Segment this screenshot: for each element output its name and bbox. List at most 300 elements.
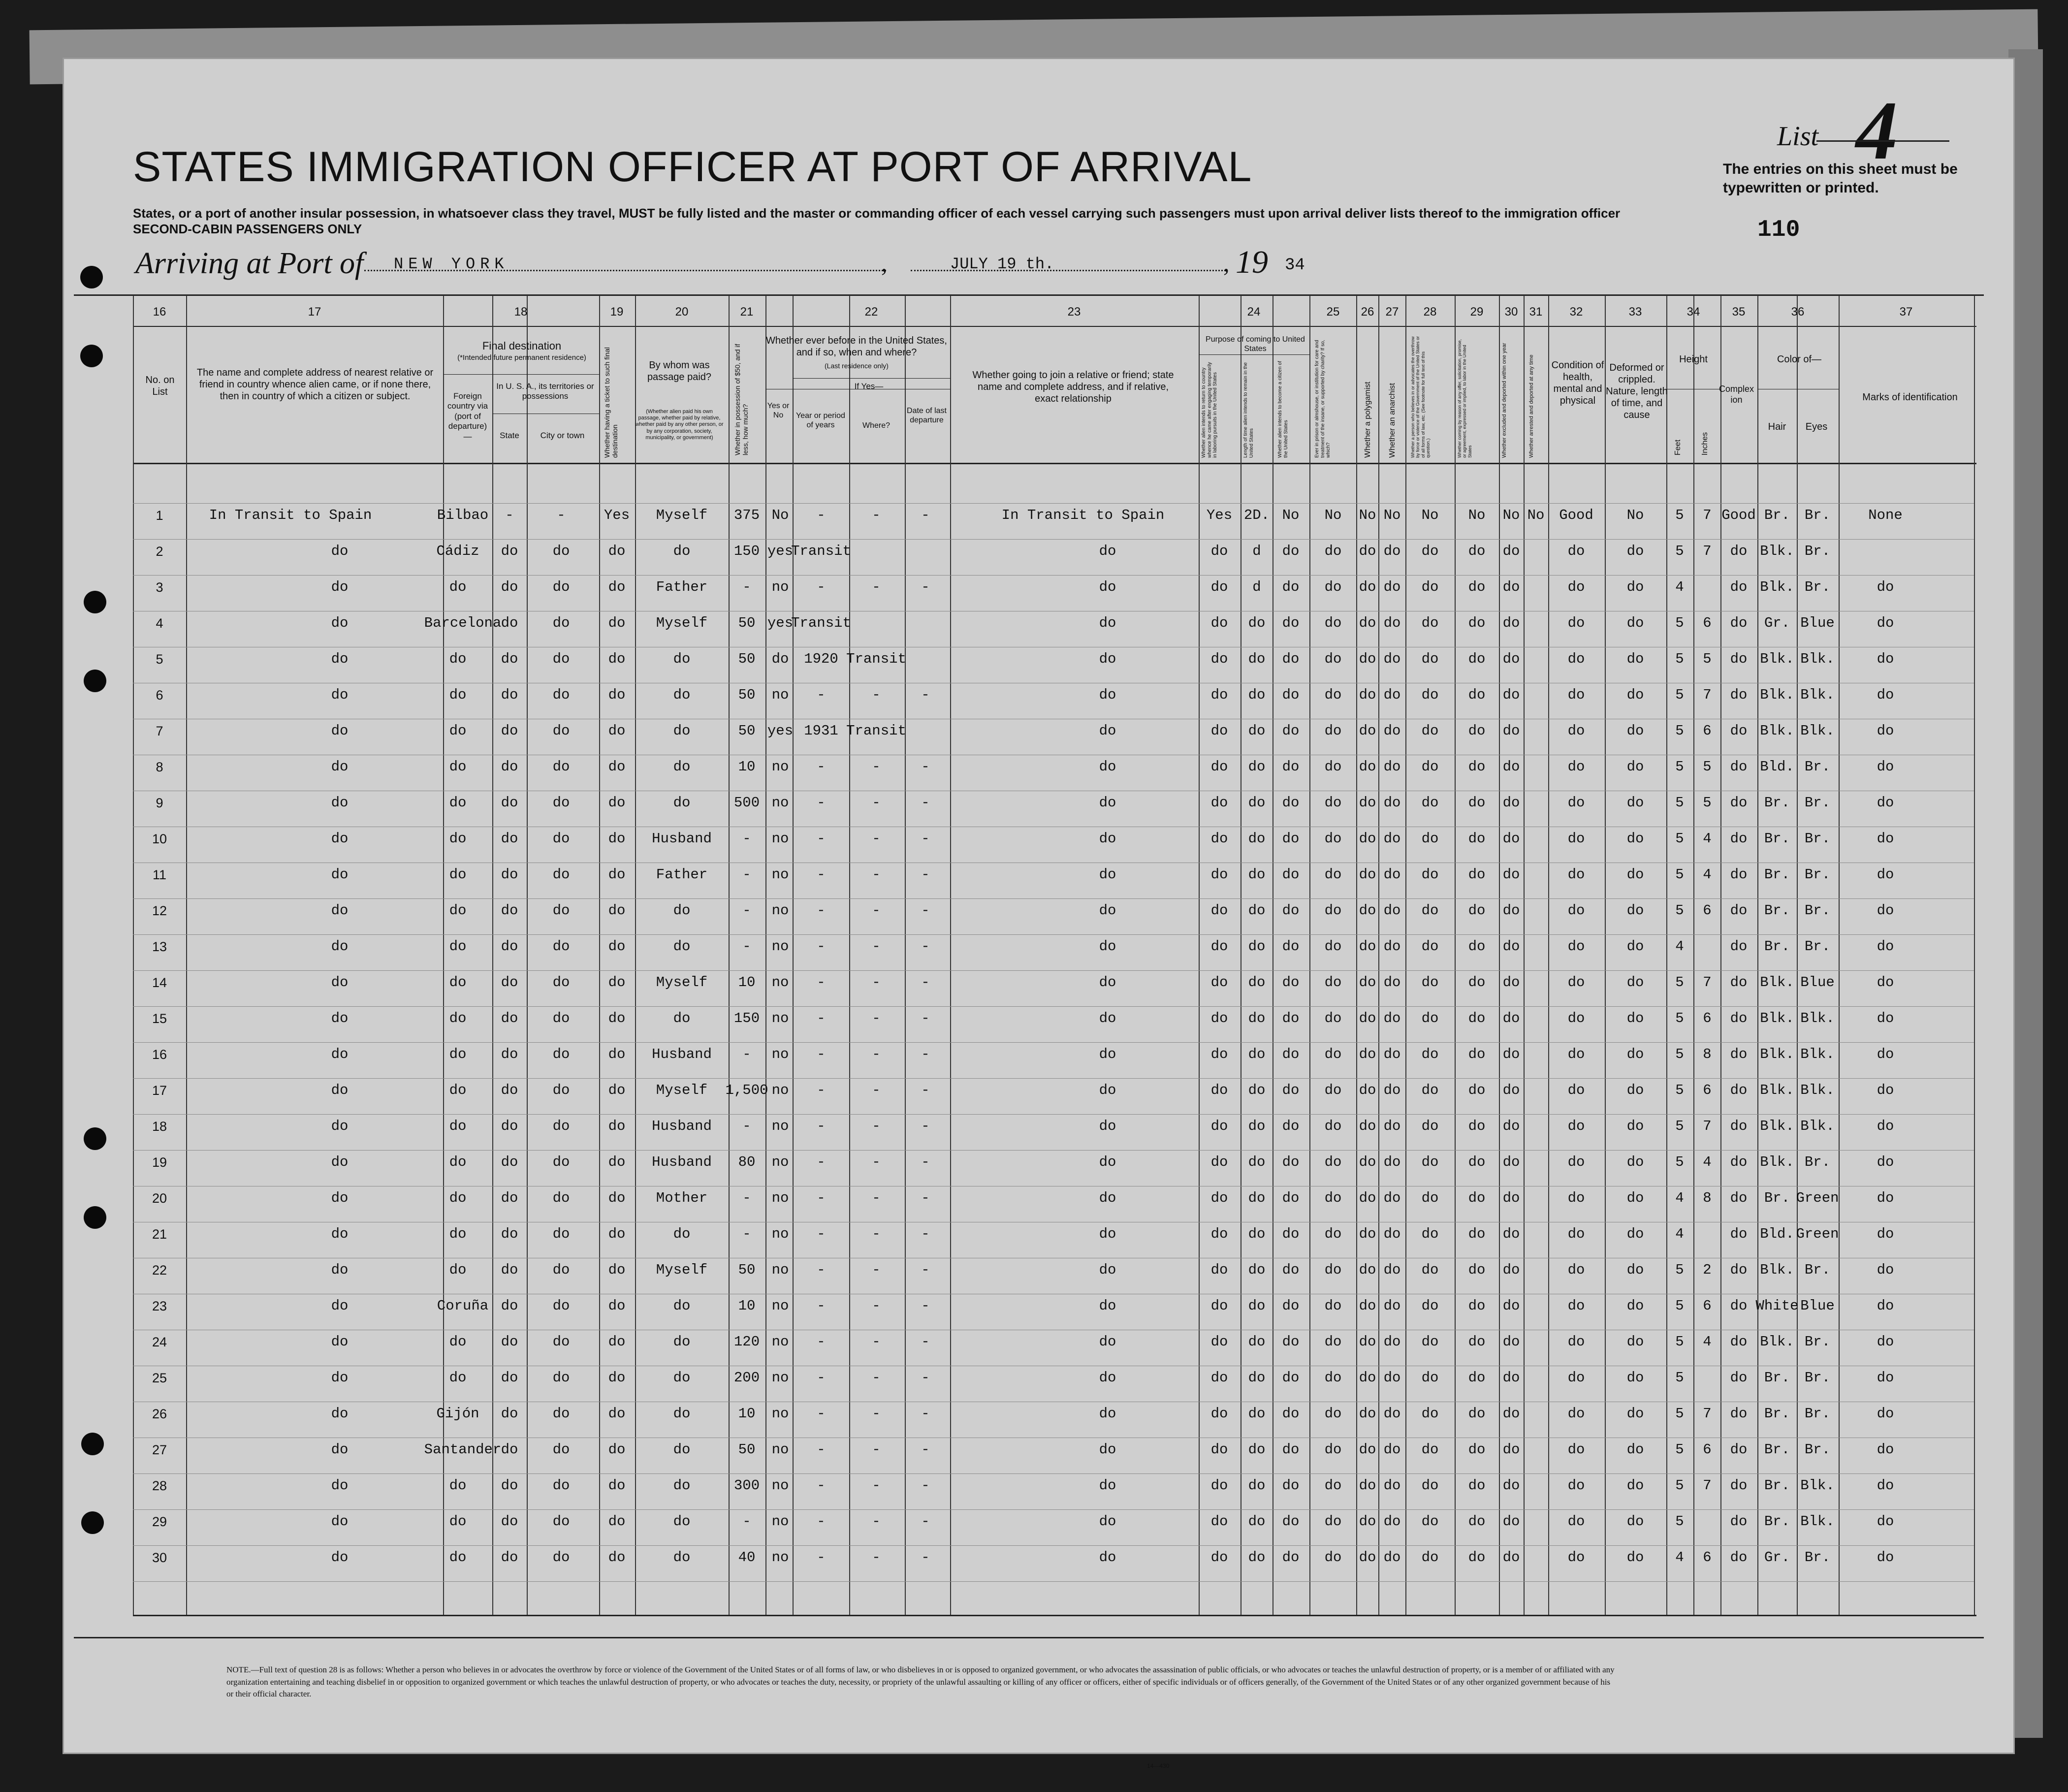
- cell-c26: do: [1359, 1370, 1376, 1386]
- column-number: 25: [1326, 305, 1340, 319]
- cell-c22d: -: [921, 1190, 930, 1206]
- cell-c18b: do: [501, 543, 518, 559]
- cell-c29: do: [1468, 1406, 1486, 1422]
- cell-c24b: 2D.: [1243, 507, 1270, 523]
- cell-c22b: -: [817, 1549, 826, 1566]
- cell-c22c: Transit: [846, 651, 906, 667]
- cell-c28: do: [1421, 1513, 1439, 1530]
- cell-eyes: Blk.: [1800, 651, 1835, 667]
- row-rule: [133, 1473, 1974, 1474]
- arrival-port: NEW YORK: [394, 255, 509, 273]
- cell-c28: do: [1421, 1226, 1439, 1242]
- column-rule: [1693, 295, 1694, 1615]
- cell-c27: do: [1383, 1118, 1401, 1134]
- cell-c22d: -: [921, 938, 930, 955]
- row-number: 9: [156, 796, 163, 810]
- cell-c27: do: [1383, 1226, 1401, 1242]
- cell-c24c: do: [1282, 615, 1300, 631]
- cell-c26: do: [1359, 938, 1376, 955]
- cell-ft: 5: [1675, 1441, 1684, 1458]
- header-bottom-border: [133, 463, 1976, 464]
- cell-c18c: do: [552, 938, 570, 955]
- col-26-header: Whether a polygamist: [1364, 382, 1372, 458]
- col-24b-header: Length of time alien intends to remain in the United States: [1243, 362, 1254, 458]
- cell-c18c: do: [552, 1226, 570, 1242]
- cell-c24c: do: [1282, 1190, 1300, 1206]
- list-underline: [1816, 140, 1949, 142]
- cell-c32: do: [1567, 1513, 1585, 1530]
- cell-c37: do: [1877, 687, 1894, 703]
- cell-c35: do: [1730, 1082, 1748, 1098]
- cell-c18b: do: [501, 1082, 518, 1098]
- cell-c22c: -: [872, 938, 881, 955]
- cell-c24c: do: [1282, 687, 1300, 703]
- cell-c24b: do: [1248, 1082, 1266, 1098]
- cell-c29: do: [1468, 1513, 1486, 1530]
- cell-c18a: do: [449, 866, 467, 883]
- col-34-feet: Feet: [1674, 439, 1682, 455]
- cell-hair: Br.: [1764, 902, 1790, 919]
- cell-c27: do: [1383, 1262, 1401, 1278]
- cell-c22b: 1931: [804, 723, 838, 739]
- cell-c27: do: [1383, 1010, 1401, 1026]
- cell-c17: do: [331, 1154, 349, 1170]
- row-number: 30: [152, 1550, 167, 1565]
- cell-eyes: Br.: [1804, 1154, 1831, 1170]
- cell-hair: Br.: [1764, 1513, 1790, 1530]
- cell-c33: do: [1626, 1262, 1644, 1278]
- column-rule: [1356, 295, 1357, 1615]
- column-number: 26: [1361, 305, 1374, 319]
- cell-c30: do: [1502, 1477, 1520, 1494]
- cell-c32: do: [1567, 615, 1585, 631]
- cell-c17: do: [331, 759, 349, 775]
- cell-c24a: do: [1210, 687, 1228, 703]
- cell-c32: do: [1567, 1190, 1585, 1206]
- cell-c23: do: [1099, 831, 1116, 847]
- cell-c17: do: [331, 902, 349, 919]
- cell-hair: Blk.: [1760, 543, 1794, 559]
- binder-hole: [84, 1127, 106, 1150]
- cell-c20: do: [673, 1334, 691, 1350]
- column-number: 27: [1385, 305, 1399, 319]
- cell-in: 4: [1703, 831, 1712, 847]
- cell-c24c: do: [1282, 1370, 1300, 1386]
- header-subrule: [443, 374, 599, 375]
- cell-c22d: -: [921, 507, 930, 523]
- cell-c27: do: [1383, 543, 1401, 559]
- cell-c17: do: [331, 1549, 349, 1566]
- cell-c18a: do: [449, 1549, 467, 1566]
- column-number: 22: [864, 305, 878, 319]
- cell-c33: do: [1626, 831, 1644, 847]
- cell-c21: 10: [738, 759, 756, 775]
- cell-c22c: -: [872, 1441, 881, 1458]
- cell-c37: do: [1877, 1262, 1894, 1278]
- cell-c18a: Santander: [424, 1441, 502, 1458]
- row-number: 11: [152, 867, 167, 882]
- arrival-date: JULY 19 th.: [950, 255, 1054, 273]
- binder-hole: [80, 266, 103, 288]
- cell-c29: do: [1468, 579, 1486, 595]
- cell-ft: 5: [1675, 1046, 1684, 1062]
- cell-c22a: do: [771, 651, 789, 667]
- cell-c19: do: [608, 615, 626, 631]
- cell-c18c: do: [552, 1477, 570, 1494]
- arrival-year-suffix: 34: [1285, 256, 1305, 275]
- cell-c23: In Transit to Spain: [1001, 507, 1165, 523]
- cell-hair: Blk.: [1760, 1118, 1794, 1134]
- row-number: 12: [152, 903, 167, 918]
- column-rule: [950, 295, 951, 1615]
- column-rule: [849, 295, 850, 1615]
- cell-c25: do: [1324, 1441, 1342, 1458]
- cell-c18c: do: [552, 579, 570, 595]
- cell-c25: do: [1324, 759, 1342, 775]
- cell-hair: Blk.: [1760, 687, 1794, 703]
- column-rule: [1405, 295, 1406, 1615]
- cell-c26: do: [1359, 1513, 1376, 1530]
- cell-c32: do: [1567, 1441, 1585, 1458]
- cell-c22d: -: [921, 759, 930, 775]
- cell-c35: do: [1730, 1441, 1748, 1458]
- cell-c20: do: [673, 759, 691, 775]
- cell-c30: do: [1502, 687, 1520, 703]
- cell-c18c: do: [552, 543, 570, 559]
- cell-c22a: no: [771, 1477, 789, 1494]
- form-id: 14—430: [1147, 1762, 1170, 1769]
- cell-c21: -: [742, 1226, 751, 1242]
- cell-c35: do: [1730, 543, 1748, 559]
- cell-c17: do: [331, 543, 349, 559]
- col-18-usa: In U. S. A., its territories or possessions: [496, 382, 594, 401]
- row-rule: [133, 503, 1974, 504]
- row-number: 17: [152, 1083, 167, 1098]
- cell-c26: do: [1359, 1010, 1376, 1026]
- cell-c27: do: [1383, 831, 1401, 847]
- cell-c18b: do: [501, 615, 518, 631]
- row-number: 23: [152, 1299, 167, 1313]
- cell-ft: 4: [1675, 1549, 1684, 1566]
- cell-c18b: do: [501, 1154, 518, 1170]
- cell-in: 2: [1703, 1262, 1712, 1278]
- cell-c26: do: [1359, 1226, 1376, 1242]
- cell-c24c: do: [1282, 651, 1300, 667]
- cell-c37: do: [1877, 1513, 1894, 1530]
- cell-c24c: do: [1282, 543, 1300, 559]
- cell-c37: None: [1868, 507, 1903, 523]
- cell-ft: 5: [1675, 1262, 1684, 1278]
- cell-c30: do: [1502, 759, 1520, 775]
- cell-c32: do: [1567, 1370, 1585, 1386]
- cell-c22a: no: [771, 795, 789, 811]
- cell-c26: do: [1359, 1118, 1376, 1134]
- cell-c18b: do: [501, 938, 518, 955]
- cell-c25: do: [1324, 902, 1342, 919]
- cell-ft: 5: [1675, 795, 1684, 811]
- cell-c18a: do: [449, 1477, 467, 1494]
- cell-c24b: do: [1248, 759, 1266, 775]
- cell-in: 7: [1703, 1477, 1712, 1494]
- column-number: 24: [1247, 305, 1261, 319]
- cell-c22a: no: [771, 902, 789, 919]
- cell-c35: do: [1730, 1262, 1748, 1278]
- cell-c29: do: [1468, 1082, 1486, 1098]
- cell-c19: Yes: [604, 507, 630, 523]
- cell-c30: do: [1502, 1513, 1520, 1530]
- arriving-label: Arriving at Port of: [135, 247, 364, 280]
- cell-c17: do: [331, 1513, 349, 1530]
- cell-c24c: No: [1282, 507, 1300, 523]
- cell-c19: do: [608, 1262, 626, 1278]
- cell-c32: do: [1567, 831, 1585, 847]
- cell-c19: do: [608, 1118, 626, 1134]
- cell-c22b: -: [817, 1406, 826, 1422]
- cell-c18c: do: [552, 1441, 570, 1458]
- cell-c35: do: [1730, 1334, 1748, 1350]
- cell-c20: do: [673, 1477, 691, 1494]
- cell-c24b: do: [1248, 1298, 1266, 1314]
- cell-ft: 4: [1675, 579, 1684, 595]
- cell-c22a: no: [771, 831, 789, 847]
- cell-c21: 50: [738, 615, 756, 631]
- cell-c24a: do: [1210, 1226, 1228, 1242]
- cell-c22a: no: [771, 759, 789, 775]
- cell-hair: Blk.: [1760, 1046, 1794, 1062]
- col-31-header: Whether arrested and deported at any time: [1528, 354, 1534, 458]
- cell-ft: 4: [1675, 1190, 1684, 1206]
- cell-c18c: do: [552, 1046, 570, 1062]
- cell-c22c: -: [872, 1046, 881, 1062]
- col-22-year: Year or period of years: [796, 412, 845, 430]
- cell-c24a: do: [1210, 795, 1228, 811]
- col-36-hair: Hair: [1768, 421, 1786, 432]
- cell-c22b: -: [817, 831, 826, 847]
- column-rule: [905, 295, 906, 1615]
- cell-c18a: do: [449, 1154, 467, 1170]
- col-25-header: Ever in prison or almshouse, or institution for care and treatment of the insane, or supported by charity? If so, which?: [1314, 340, 1331, 458]
- binder-hole: [81, 1511, 104, 1534]
- cell-eyes: Br.: [1804, 543, 1831, 559]
- cell-c24a: do: [1210, 543, 1228, 559]
- cell-c18a: do: [449, 723, 467, 739]
- cell-c30: do: [1502, 1190, 1520, 1206]
- cell-c24a: do: [1210, 1513, 1228, 1530]
- cell-c24b: do: [1248, 1010, 1266, 1026]
- cell-c22c: -: [872, 1298, 881, 1314]
- cell-c22d: -: [921, 1441, 930, 1458]
- cell-c22b: -: [817, 1298, 826, 1314]
- cell-c21: 10: [738, 1298, 756, 1314]
- cell-c22b: -: [817, 1334, 826, 1350]
- cell-c22b: -: [817, 1010, 826, 1026]
- cell-c25: do: [1324, 1010, 1342, 1026]
- cell-hair: Br.: [1764, 795, 1790, 811]
- col-24a-header: Whether alien intends to return to country whence he came after engaging temporarily in laboring pursuits in the United States: [1201, 362, 1218, 458]
- cell-c23: do: [1099, 795, 1116, 811]
- cell-c23: do: [1099, 1334, 1116, 1350]
- cell-c22c: -: [872, 1406, 881, 1422]
- cell-c30: No: [1502, 507, 1520, 523]
- cell-c18c: do: [552, 1190, 570, 1206]
- cell-c32: do: [1567, 651, 1585, 667]
- cell-c35: do: [1730, 1513, 1748, 1530]
- cell-c18b: do: [501, 1513, 518, 1530]
- cell-c22d: -: [921, 1334, 930, 1350]
- cell-hair: Blk.: [1760, 651, 1794, 667]
- cell-c26: do: [1359, 543, 1376, 559]
- cell-c29: do: [1468, 1262, 1486, 1278]
- cell-c22d: -: [921, 974, 930, 991]
- cell-c18c: do: [552, 1406, 570, 1422]
- cell-c19: do: [608, 1477, 626, 1494]
- row-number: 19: [152, 1155, 167, 1170]
- cell-c37: do: [1877, 1190, 1894, 1206]
- cell-hair: Gr.: [1764, 615, 1790, 631]
- cell-in: 4: [1703, 1154, 1712, 1170]
- cell-c22d: -: [921, 1154, 930, 1170]
- cell-c24a: do: [1210, 1370, 1228, 1386]
- cell-c28: do: [1421, 651, 1439, 667]
- column-rule: [1199, 295, 1200, 1615]
- cell-c30: do: [1502, 1370, 1520, 1386]
- col-22-subtitle: (Last residence only): [825, 362, 889, 370]
- column-rule: [1499, 295, 1500, 1615]
- cell-c21: -: [742, 1513, 751, 1530]
- column-number: 37: [1899, 305, 1913, 319]
- cell-c24c: do: [1282, 723, 1300, 739]
- cell-c20: Father: [656, 579, 708, 595]
- cell-c22a: yes: [767, 723, 794, 739]
- row-number: 21: [152, 1227, 167, 1242]
- row-number: 13: [152, 939, 167, 954]
- cell-c18a: do: [449, 1262, 467, 1278]
- cell-c25: do: [1324, 1334, 1342, 1350]
- cell-hair: Br.: [1764, 938, 1790, 955]
- cell-c24b: do: [1248, 1549, 1266, 1566]
- page-bottom-rule: [74, 1637, 1984, 1638]
- cell-c35: do: [1730, 1477, 1748, 1494]
- cell-c22b: Transit: [791, 615, 851, 631]
- cell-c32: do: [1567, 1334, 1585, 1350]
- col-22-where: Where?: [862, 421, 891, 430]
- cell-eyes: Br.: [1804, 1334, 1831, 1350]
- cell-c26: do: [1359, 723, 1376, 739]
- cell-c17: do: [331, 1334, 349, 1350]
- cell-c23: do: [1099, 1406, 1116, 1422]
- cell-c21: -: [742, 831, 751, 847]
- cell-c22d: -: [921, 579, 930, 595]
- cell-c37: do: [1877, 1082, 1894, 1098]
- cell-c18a: do: [449, 687, 467, 703]
- cell-c18c: -: [557, 507, 566, 523]
- list-label: List: [1777, 121, 1819, 152]
- row-number: 6: [156, 688, 163, 703]
- cell-c22c: -: [872, 1477, 881, 1494]
- cell-ft: 5: [1675, 1477, 1684, 1494]
- cell-in: 7: [1703, 507, 1712, 523]
- row-number: 24: [152, 1335, 167, 1349]
- cell-c21: 150: [733, 1010, 760, 1026]
- cell-c24b: do: [1248, 1406, 1266, 1422]
- cell-c35: do: [1730, 687, 1748, 703]
- cell-c26: do: [1359, 1154, 1376, 1170]
- col-20-header: By whom was passage paid?: [647, 360, 712, 383]
- cell-c33: No: [1626, 507, 1644, 523]
- cell-hair: Br.: [1764, 1370, 1790, 1386]
- cell-c18c: do: [552, 687, 570, 703]
- cell-in: 6: [1703, 902, 1712, 919]
- column-number: 16: [153, 305, 166, 319]
- cell-c30: do: [1502, 938, 1520, 955]
- cell-eyes: Br.: [1804, 759, 1831, 775]
- cell-c22c: -: [872, 579, 881, 595]
- cell-c20: Myself: [656, 615, 708, 631]
- cell-c28: do: [1421, 1118, 1439, 1134]
- cell-c23: do: [1099, 615, 1116, 631]
- cell-c22b: -: [817, 1226, 826, 1242]
- cell-c22b: -: [817, 938, 826, 955]
- cell-c22b: -: [817, 759, 826, 775]
- cell-c35: do: [1730, 1190, 1748, 1206]
- cell-c27: do: [1383, 615, 1401, 631]
- row-rule: [133, 934, 1974, 935]
- cell-c19: do: [608, 579, 626, 595]
- cell-c27: do: [1383, 687, 1401, 703]
- col-27-header: Whether an anarchist: [1388, 383, 1397, 458]
- cell-c28: do: [1421, 1549, 1439, 1566]
- cell-c24b: do: [1248, 795, 1266, 811]
- cell-ft: 5: [1675, 902, 1684, 919]
- cell-c24b: do: [1248, 1477, 1266, 1494]
- cell-c18b: do: [501, 902, 518, 919]
- cell-c18a: do: [449, 1226, 467, 1242]
- cell-ft: 5: [1675, 1082, 1684, 1098]
- cell-c22a: no: [771, 687, 789, 703]
- cell-c18c: do: [552, 723, 570, 739]
- cell-c20: do: [673, 651, 691, 667]
- cell-c18c: do: [552, 974, 570, 991]
- binder-hole: [84, 591, 106, 613]
- row-rule: [133, 1042, 1974, 1043]
- row-number: 28: [152, 1478, 167, 1493]
- cell-c24b: do: [1248, 866, 1266, 883]
- cell-c24c: do: [1282, 579, 1300, 595]
- list-instruction: The entries on this sheet must be typewritten or printed.: [1723, 161, 1958, 196]
- cell-c18b: do: [501, 1406, 518, 1422]
- cell-c28: No: [1421, 507, 1439, 523]
- cell-c17: do: [331, 723, 349, 739]
- cell-c24b: do: [1248, 902, 1266, 919]
- cell-c21: 80: [738, 1154, 756, 1170]
- cell-c27: do: [1383, 1190, 1401, 1206]
- cell-c18a: do: [449, 974, 467, 991]
- col-28-header: Whether a person who believes in or advocates the overthrow by force or violence of the Government of the United States or of all forms of law, etc. (See footnote for full text of this question.): [1410, 336, 1431, 458]
- cell-c26: do: [1359, 866, 1376, 883]
- cell-c18a: do: [449, 1513, 467, 1530]
- cell-c18c: do: [552, 795, 570, 811]
- cell-c20: do: [673, 1441, 691, 1458]
- cell-c27: do: [1383, 1046, 1401, 1062]
- cell-c37: do: [1877, 579, 1894, 595]
- cell-c30: do: [1502, 1406, 1520, 1422]
- row-number: 5: [156, 652, 163, 667]
- binder-hole: [80, 345, 103, 367]
- column-rule: [186, 295, 187, 1615]
- column-number: 33: [1628, 305, 1642, 319]
- cell-c21: 40: [738, 1549, 756, 1566]
- cell-c22c: -: [872, 1549, 881, 1566]
